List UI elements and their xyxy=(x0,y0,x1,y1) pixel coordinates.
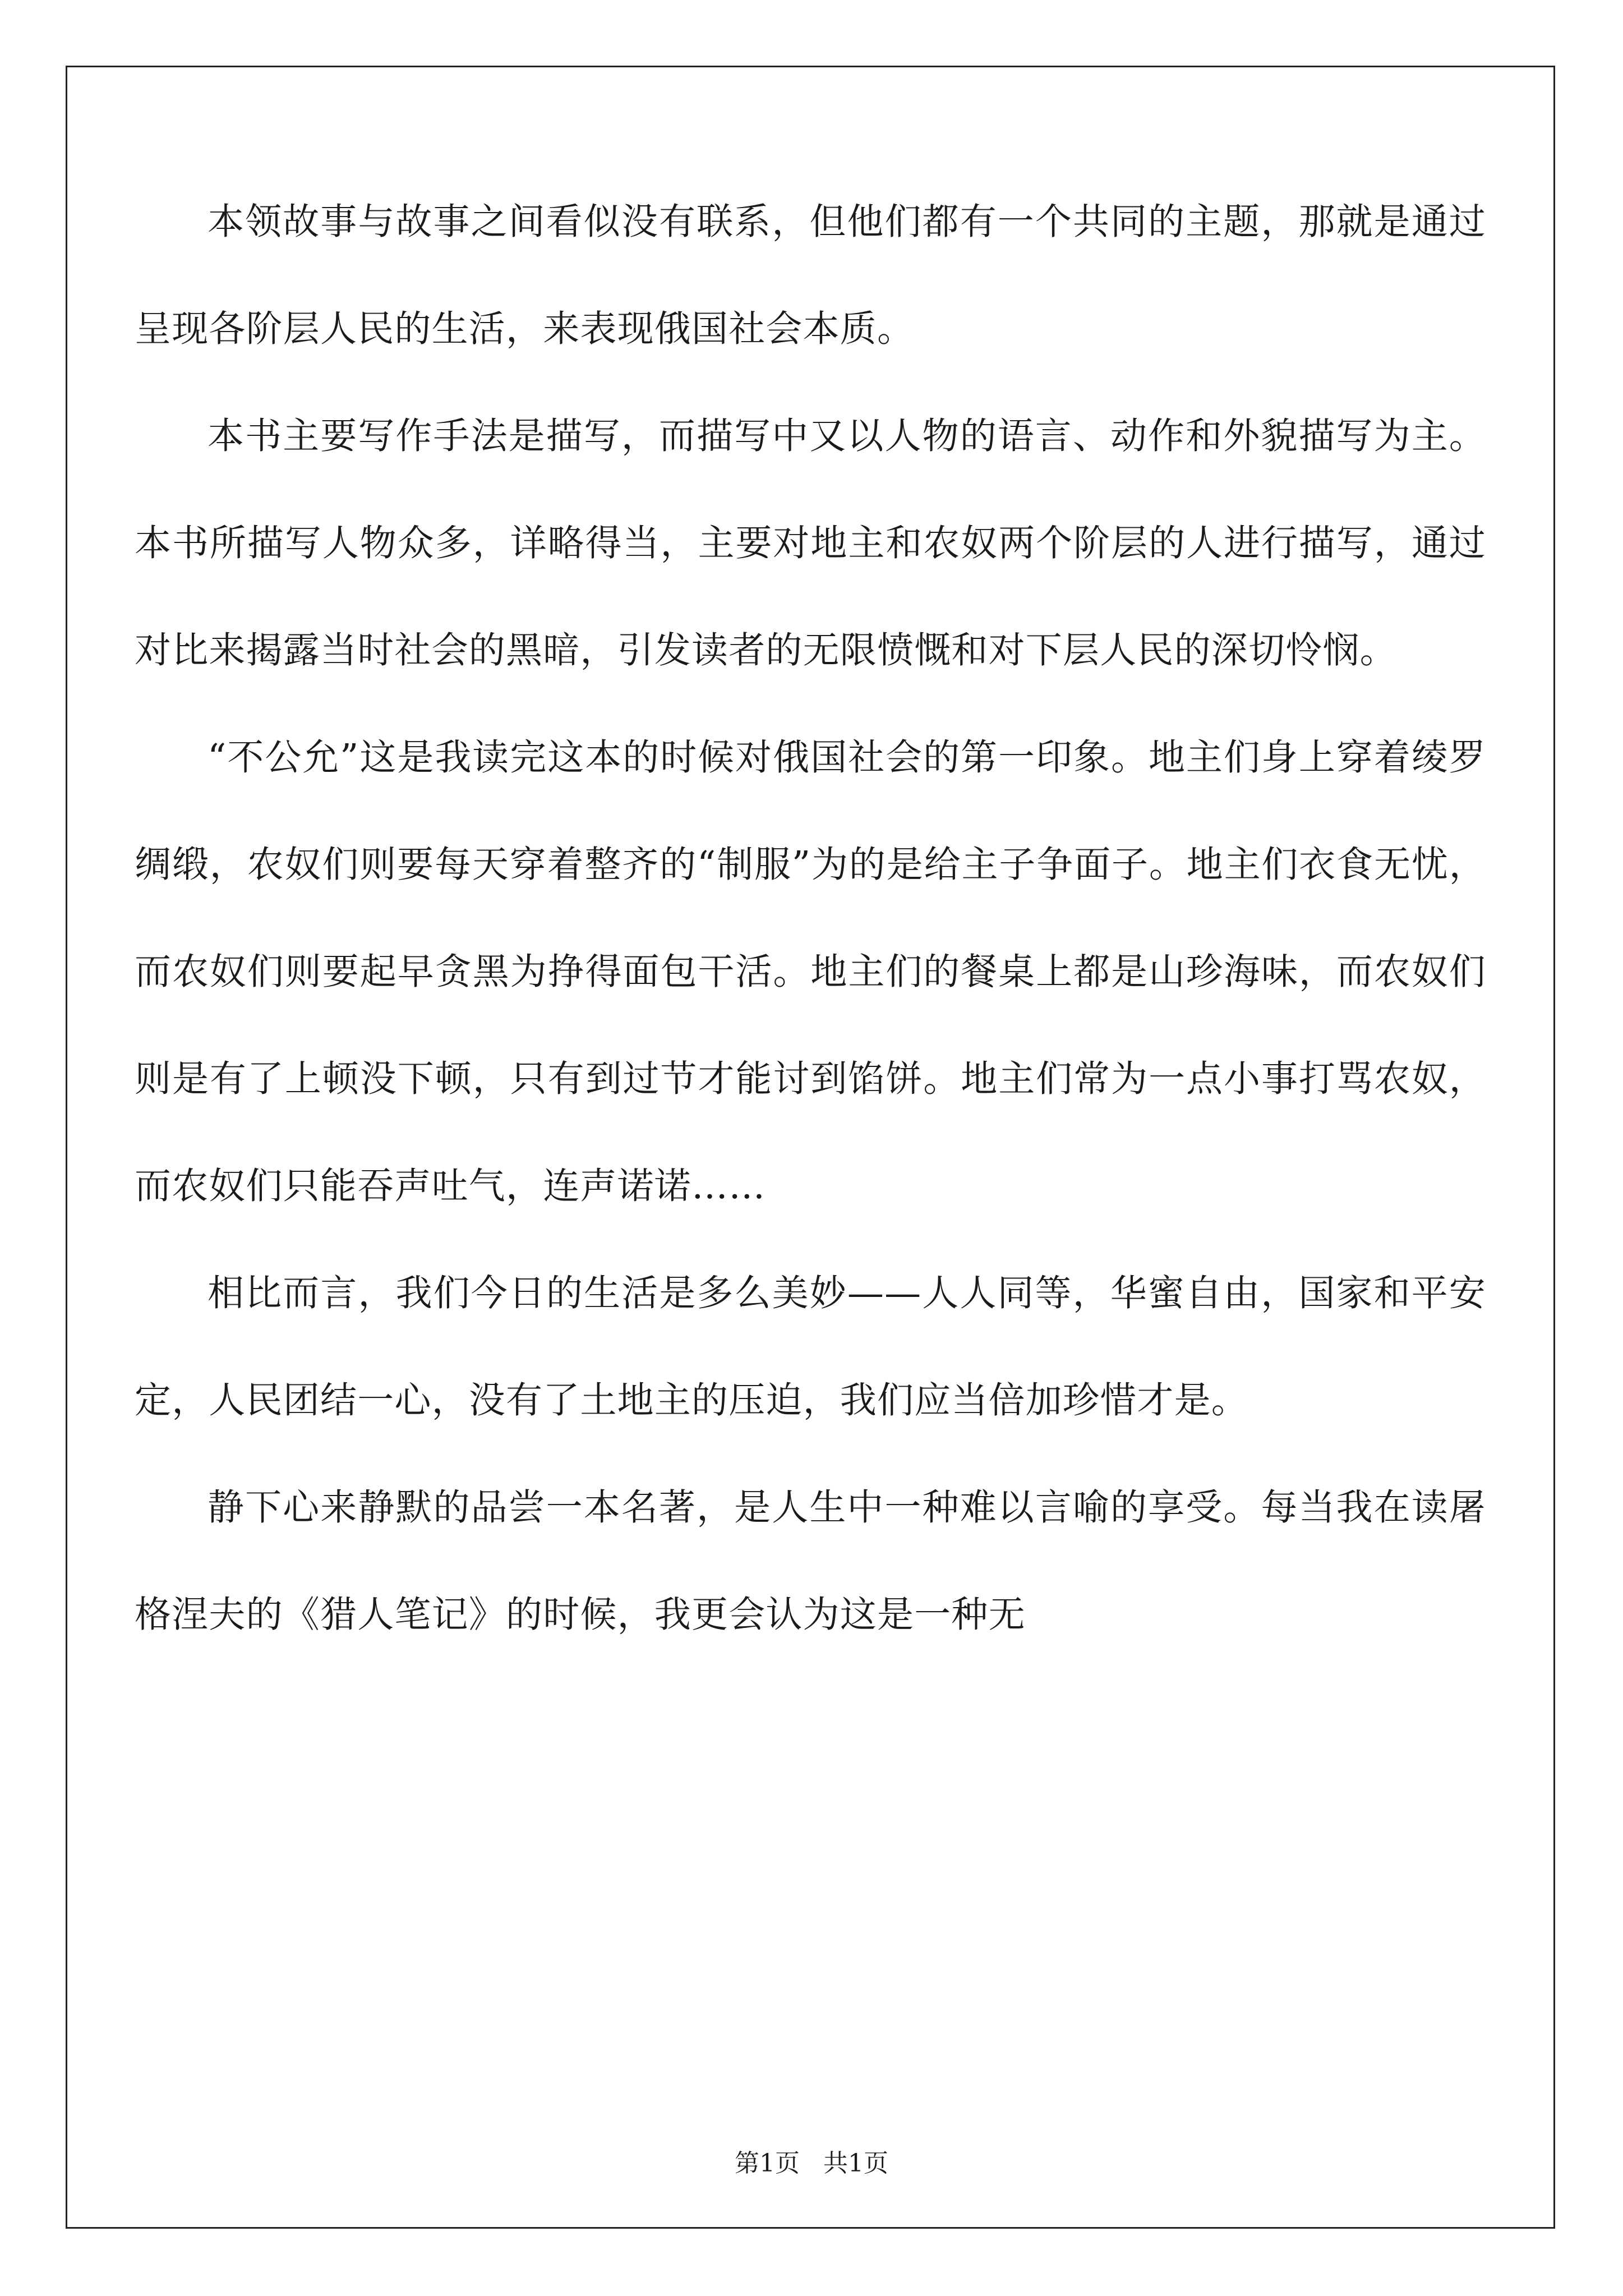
paragraph-2: 本书主要写作手法是描写，而描写中又以人物的语言、动作和外貌描写为主。本书所描写人物众多，详略得当，主要对地主和农奴两个阶层的人进行描写，通过对比来揭露当时社会的黑暗，引发读者的无限愤慨和对下层人民的深切怜悯。 xyxy=(135,415,1486,671)
document-body xyxy=(135,168,1486,1668)
paragraph-3: “不公允”这是我读完这本的时候对俄国社会的第一印象。地主们身上穿着绫罗绸缎，农奴们则要每天穿着整齐的“制服”为的是给主子争面子。地主们衣食无忧，而农奴们则要起早贪黑为挣得面包干活。地主们的餐桌上都是山珍海味，而农奴们则是有了上顿没下顿，只有到过节才能讨到馅饼。地主们常为一点小事打骂农奴，而农奴们只能吞声吐气，连声诺诺…… xyxy=(135,737,1486,1207)
paragraph-5: 静下心来静默的品尝一本名著，是人生中一种难以言喻的享受。每当我在读屠格涅夫的《猎人笔记》的时候，我更会认为这是一种无 xyxy=(135,1487,1486,1636)
paragraph-4: 相比而言，我们今日的生活是多么美妙——人人同等，华蜜自由，国家和平安定，人民团结一心，没有了土地主的压迫，我们应当倍加珍惜才是。 xyxy=(135,1272,1486,1421)
paragraph-1: 本领故事与故事之间看似没有联系，但他们都有一个共同的主题，那就是通过呈现各阶层人民的生活，来表现俄国社会本质。 xyxy=(135,201,1486,350)
page-number-footer: 第1页 共1页 xyxy=(735,2149,888,2178)
